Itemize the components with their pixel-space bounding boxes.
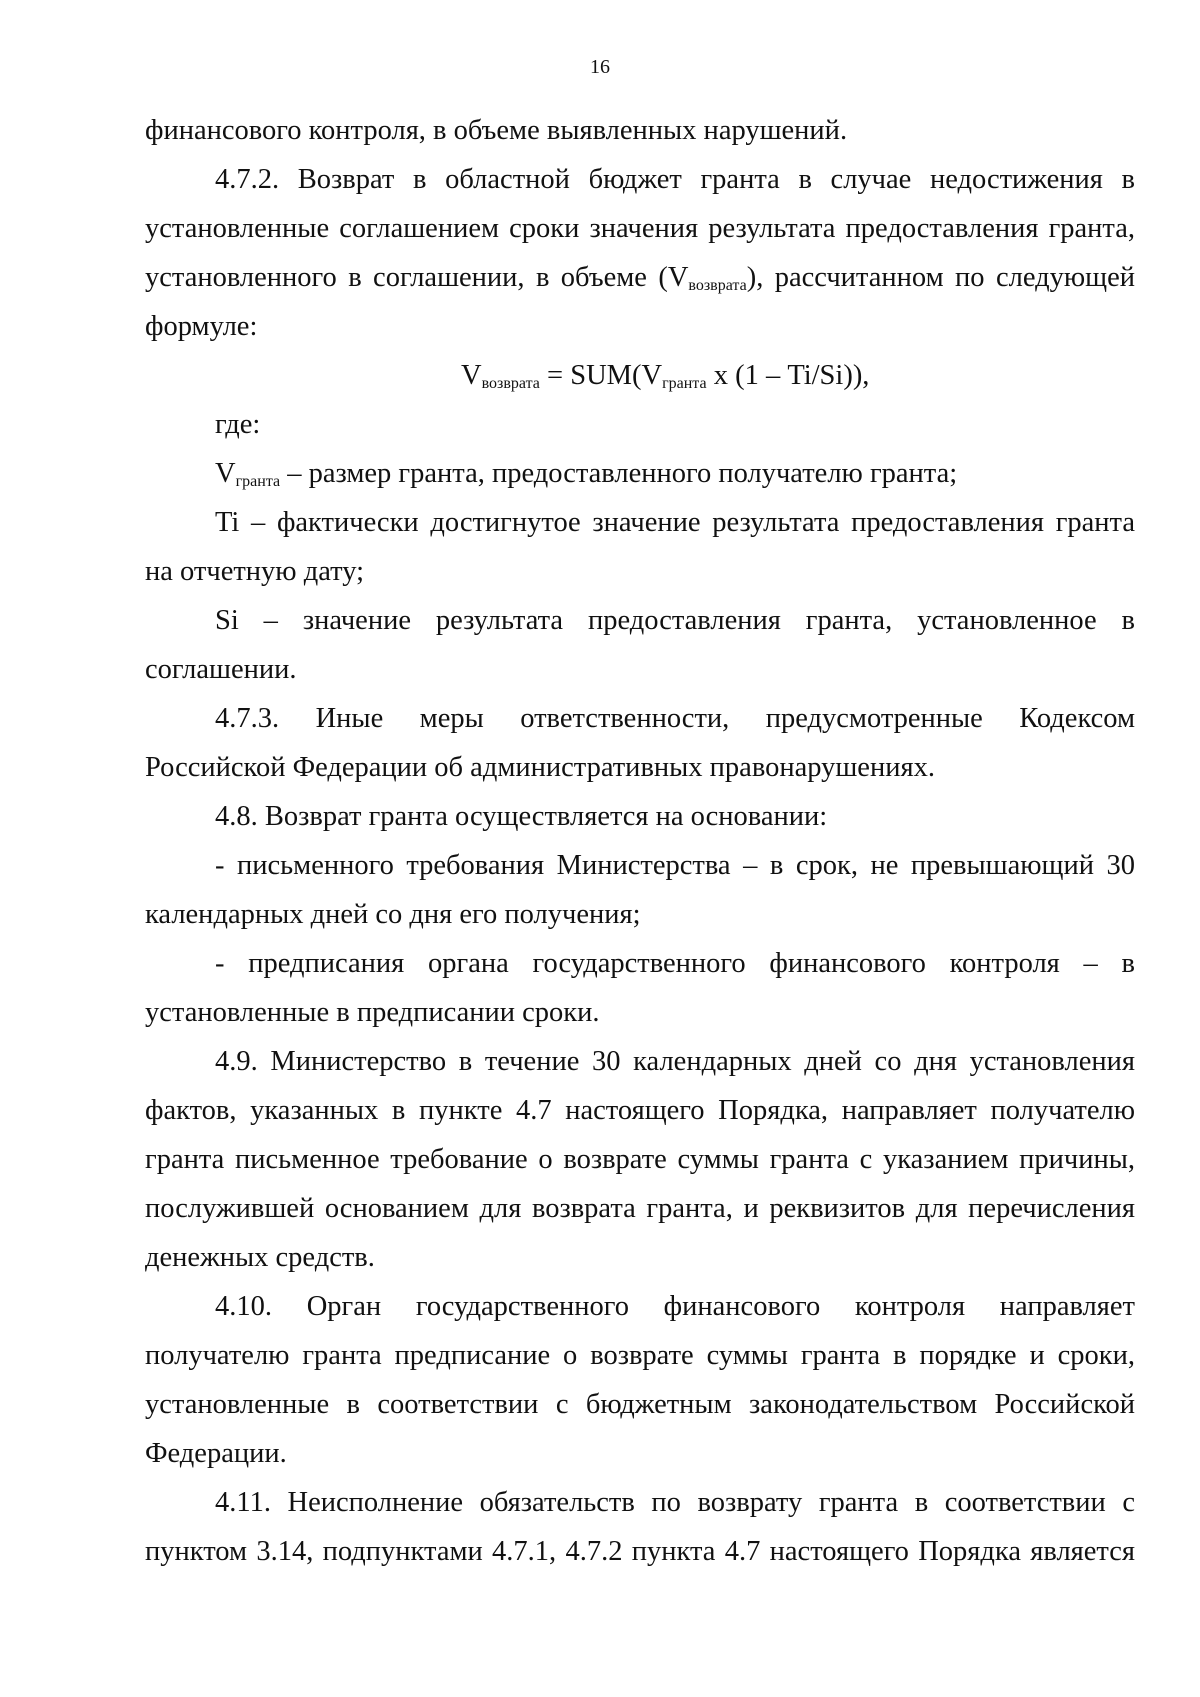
- definition-v-granta: [145, 449, 1135, 498]
- subscript-vozvrata: возврата: [688, 277, 747, 294]
- formula-sum: = SUM(V: [539, 360, 663, 391]
- paragraph-continuation: финансового контроля, в объеме выявленных нарушений.: [145, 115, 848, 146]
- definition-si: Si – значение результата предоставления гранта, установленное в соглашении.: [145, 605, 1135, 685]
- def-v-symbol: V: [215, 458, 236, 489]
- paragraph-4-8: 4.8. Возврат гранта осуществляется на основании:: [215, 801, 828, 832]
- paragraph-4-7-2-text-b: ), рассчитанном по следующей формуле:: [145, 262, 1135, 342]
- paragraph-4-7-3: 4.7.3. Иные меры ответственности, предусмотренные Кодексом Российской Федерации об административных правонарушениях.: [145, 703, 1135, 783]
- formula-tail: х (1 – Ti/Si)),: [706, 360, 870, 391]
- def-v-subscript: гранта: [235, 473, 281, 490]
- list-item-requirement: - письменного требования Министерства – в срок, не превышающий 30 календарных дней со дня его получения;: [145, 850, 1135, 930]
- formula-sub-vozvrata: возврата: [481, 375, 540, 392]
- def-v-text: – размер гранта, предоставленного получателю гранта;: [280, 458, 958, 489]
- paragraph-4-7-2: [145, 155, 1135, 351]
- document-body: [145, 106, 1135, 1576]
- formula: [145, 351, 1135, 400]
- definition-ti: Ti – фактически достигнутое значение результата предоставления гранта на отчетную дату;: [145, 507, 1135, 587]
- paragraph-4-10: 4.10. Орган государственного финансового контроля направляет получателю гранта предписание о возврате суммы гранта в порядке и сроки, установленные в соответствии с бюджетным законодательством Российской Федерации.: [145, 1291, 1135, 1469]
- formula-sub-granta: гранта: [662, 375, 707, 392]
- formula-v: V: [461, 360, 482, 391]
- list-item-prescription: - предписания органа государственного финансового контроля – в установленные в предписании сроки.: [145, 948, 1135, 1028]
- page-number: 16: [590, 56, 610, 78]
- paragraph-4-11: 4.11. Неисполнение обязательств по возврату гранта в соответствии с пунктом 3.14, подпунктами 4.7.1, 4.7.2 пункта 4.7 настоящего Порядка является: [145, 1487, 1135, 1567]
- paragraph-4-9: 4.9. Министерство в течение 30 календарных дней со дня установления фактов, указанных в пункте 4.7 настоящего Порядка, направляет получателю гранта письменное требование о возврате суммы гранта с указанием причины, послужившей основанием для возврата гранта, и реквизитов для перечисления денежных средств.: [145, 1046, 1135, 1273]
- paragraph-4-7-2-text-a: 4.7.2. Возврат в областной бюджет гранта в случае недостижения в установленные соглашением сроки значения результата предоставления гранта, установленного в соглашении, в объеме (V: [145, 164, 1135, 293]
- where-label: где:: [215, 409, 261, 440]
